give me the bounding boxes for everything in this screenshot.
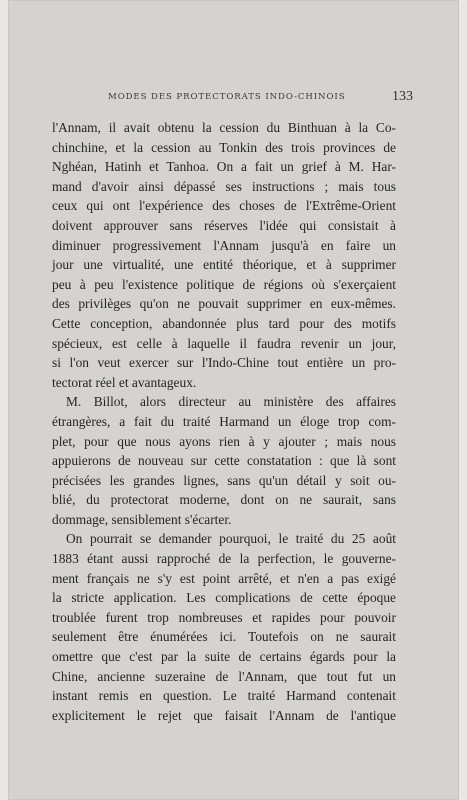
text-line: étrangères, a fait du traité Harmand un éloge trop com- — [52, 413, 396, 429]
text-line: seulement être énumérées ici. Toutefois on ne saurait — [52, 629, 396, 645]
text-line: ment français ne s'y est point arrêté, et n'en a pas exigé — [52, 570, 396, 586]
text-line: chinchine, et la cession au Tonkin des trois provinces de — [52, 139, 396, 155]
text-line: la stricte application. Les complications de cette époque — [52, 590, 396, 606]
text-line: explicitement le rejet que faisait l'Annam de l'antique — [52, 707, 396, 723]
text-line: troublée furent trop nombreuses et rapides pour pouvoir — [52, 609, 396, 625]
page-header — [108, 89, 413, 106]
text-line: Nghéan, Hatinh et Tanhoa. On a fait un grief à M. Har- — [52, 159, 396, 175]
text-line: 1883 étant aussi rapproché de la perfection, le gouverne- — [52, 551, 396, 567]
text-line: si l'on veut exercer sur l'Indo-Chine tout entière un pro- — [52, 355, 396, 371]
text-line: précisées les grandes lignes, sans qu'un détail y soit ou- — [52, 472, 396, 488]
text-line: l'Annam, il avait obtenu la cession du Binthuan à la Co- — [52, 120, 396, 135]
text-line: instant remis en question. Le traité Harmand contenait — [52, 688, 396, 704]
scan-margin — [0, 0, 8, 800]
text-line: plet, pour que nous ayons rien à y ajouter ; mais nous — [52, 433, 396, 449]
body-text — [52, 118, 396, 725]
text-line: blié, du protectorat moderne, dont on ne saurait, sans — [52, 492, 396, 508]
text-line: ceux qui ont l'expérience des choses de l'Extrême-Orient — [52, 198, 396, 214]
text-line: des privilèges qu'on ne pouvait supprimer en eux-mêmes. — [52, 296, 396, 312]
text-line: doivent approuver sans réserves l'idée qui consistait à — [52, 217, 396, 233]
text-line: appuierons de nouveau sur cette constatation : que là sont — [52, 453, 396, 469]
running-head: MODES DES PROTECTORATS INDO-CHINOIS — [108, 92, 346, 102]
text-line: dommage, sensiblement s'écarter. — [52, 511, 232, 527]
text-line: peu à peu l'existence politique de régions où s'exerçaient — [52, 276, 396, 292]
page-number: 133 — [392, 89, 413, 104]
text-line: jour une virtualité, une entité théorique, et à supprimer — [52, 257, 396, 273]
text-line: mand d'avoir ainsi dépassé ses instructions ; mais tous — [52, 178, 396, 194]
text-line: M. Billot, alors directeur au ministère des affaires — [66, 394, 396, 410]
text-line: Cette conception, abandonnée plus tard pour des motifs — [52, 315, 396, 331]
text-line: On pourrait se demander pourquoi, le traité du 25 août — [66, 531, 396, 547]
text-line: diminuer progressivement l'Annam jusqu'à en faire un — [52, 237, 396, 253]
text-line: spécieux, est celle à laquelle il faudra revenir un jour, — [52, 335, 396, 351]
text-line: Chine, ancienne suzeraine de l'Annam, que tout fut un — [52, 668, 396, 684]
text-line: tectorat réel et avantageux. — [52, 374, 197, 390]
book-page — [8, 0, 459, 800]
text-line: omettre que c'est par la suite de certains égards pour la — [52, 649, 396, 665]
